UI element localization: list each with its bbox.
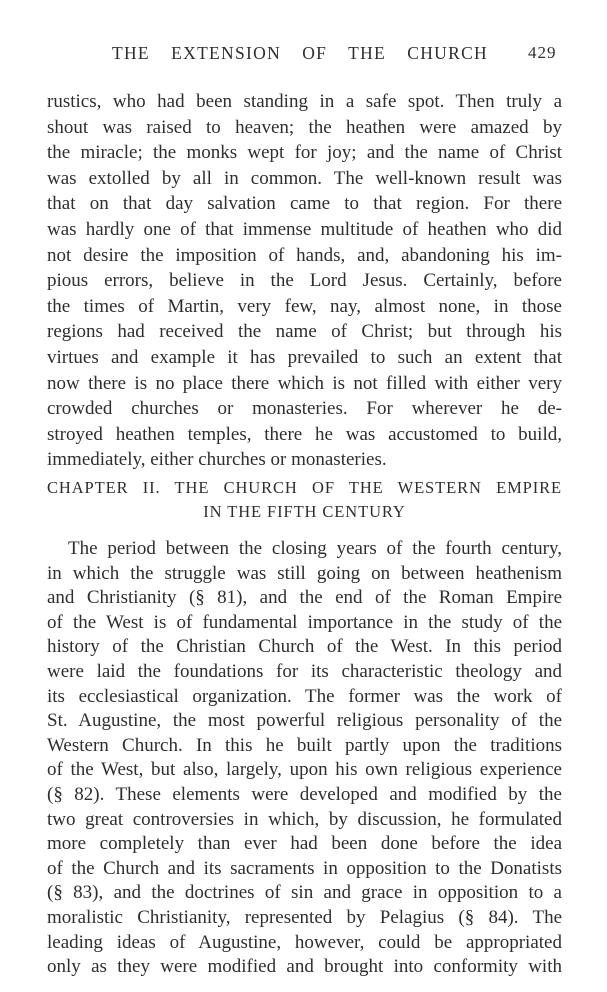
- text-line: St. Augustine, the most powerful religious personality of the: [47, 710, 562, 732]
- running-head: [0, 40, 607, 66]
- text-line: shout was raised to heaven; the heathen were amazed by: [47, 116, 562, 138]
- text-line: two great controversies in which, by discussion, he formulated: [47, 808, 562, 830]
- text-line: regions had received the name of Christ; but through his: [47, 321, 562, 343]
- running-head-title: THE EXTENSION OF THE CHURCH: [112, 43, 488, 63]
- text-line: that on that day salvation came to that region. For there: [47, 193, 562, 215]
- text-line: immediately, either churches or monasteries.: [47, 449, 387, 471]
- text-line: more completely than ever had been done before the idea: [47, 833, 562, 855]
- paragraph-martin-quotation: [47, 89, 562, 473]
- text-line: virtues and example it has prevailed to such an extent that: [47, 346, 562, 368]
- chapter-heading: [47, 476, 562, 524]
- text-line: of the West, but also, largely, upon his own religious experience: [47, 759, 562, 781]
- text-line: Western Church. In this he built partly upon the traditions: [47, 734, 562, 756]
- text-line: its ecclesiastical organization. The former was the work of: [47, 685, 562, 707]
- text-line: rustics, who had been standing in a safe spot. Then truly a: [47, 91, 562, 112]
- chapter-heading-line-1: CHAPTER II. THE CHURCH OF THE WESTERN EMPIRE: [47, 478, 562, 497]
- text-line: only as they were modified and brought into conformity with: [47, 956, 562, 978]
- text-line: leading ideas of Augustine, however, could be appropriated: [47, 931, 562, 953]
- chapter-heading-line-2: IN THE FIFTH CENTURY: [203, 502, 406, 521]
- text-line: The period between the closing years of the fourth century,: [68, 538, 562, 559]
- paragraph-chapter-intro: [47, 537, 562, 980]
- text-line: now there is no place there which is not filled with either very: [47, 372, 562, 394]
- page-number: 429: [528, 43, 557, 62]
- text-line: (§ 82). These elements were developed and modified by the: [47, 783, 562, 805]
- text-line: the times of Martin, very few, nay, almost none, in those: [47, 295, 562, 317]
- text-line: pious errors, believe in the Lord Jesus. Certainly, before: [47, 270, 562, 292]
- text-line: (§ 83), and the doctrines of sin and grace in opposition to a: [47, 882, 562, 904]
- text-line: not desire the imposition of hands, and, abandoning his im-: [47, 244, 562, 266]
- text-line: history of the Christian Church of the West. In this period: [47, 636, 562, 658]
- text-line: in which the struggle was still going on between heathenism: [47, 562, 562, 584]
- text-line: of the Church and its sacraments in opposition to the Donatists: [47, 857, 562, 879]
- text-line: was hardly one of that immense multitude of heathen who did: [47, 218, 562, 240]
- text-line: of the West is of fundamental importance in the study of the: [47, 611, 562, 633]
- text-line: was extolled by all in common. The well-known result was: [47, 167, 562, 189]
- text-line: and Christianity (§ 81), and the end of the Roman Empire: [47, 587, 562, 609]
- text-line: crowded churches or monasteries. For wherever he de-: [47, 398, 562, 420]
- text-line: the miracle; the monks wept for joy; and the name of Christ: [47, 142, 562, 164]
- text-line: stroyed heathen temples, there he was accustomed to build,: [47, 423, 562, 445]
- text-line: were laid the foundations for its characteristic theology and: [47, 660, 562, 682]
- text-line: moralistic Christianity, represented by Pelagius (§ 84). The: [47, 906, 562, 928]
